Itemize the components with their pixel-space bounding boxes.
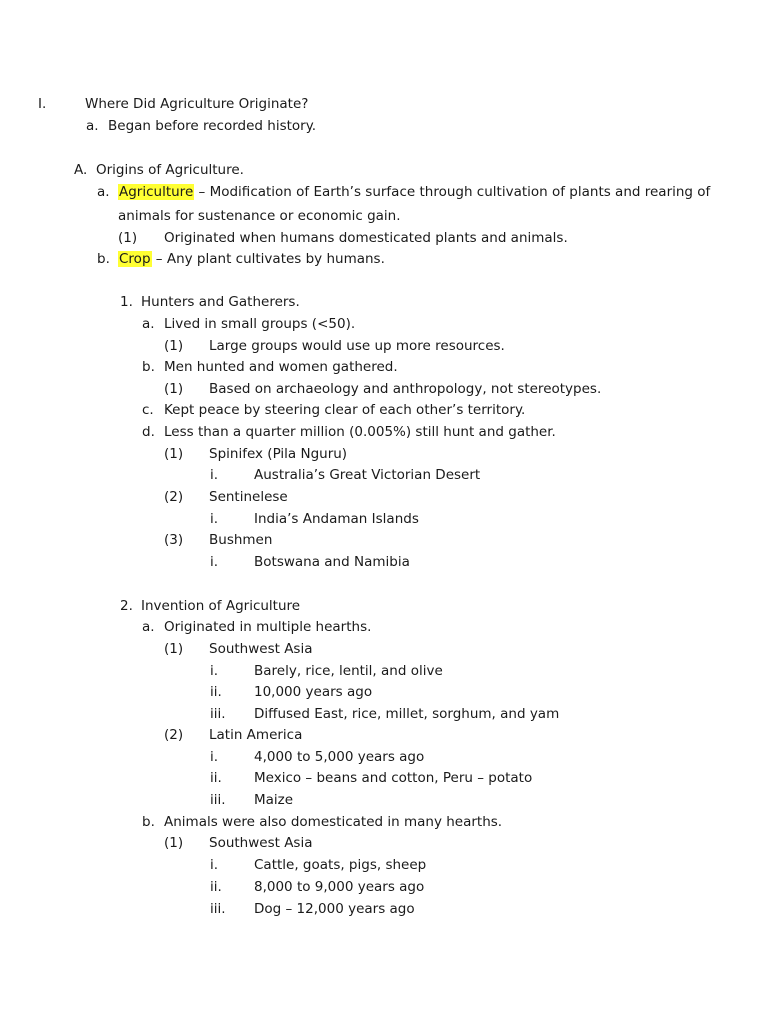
list-marker: (3) (164, 532, 184, 548)
section-note: Began before recorded history. (108, 118, 317, 134)
list-item: Lived in small groups (<50). (164, 316, 356, 332)
list-marker: i. (210, 467, 219, 483)
section-marker: I. (38, 96, 47, 112)
list-marker: (1) (164, 338, 184, 354)
list-marker: (1) (164, 446, 184, 462)
list-marker: i. (210, 511, 219, 527)
list-item: Cattle, goats, pigs, sheep (254, 857, 427, 873)
topic-title: Invention of Agriculture (141, 598, 301, 614)
list-item: Maize (254, 792, 294, 808)
list-marker: iii. (210, 792, 226, 808)
list-item: Kept peace by steering clear of each other’s territory. (164, 402, 526, 418)
list-item: Animals were also domesticated in many hearths. (164, 814, 503, 830)
list-marker: (2) (164, 727, 184, 743)
list-marker: (2) (164, 489, 184, 505)
definition-text: – Modification of Earth’s surface through cultivation of plants and rearing of (194, 184, 711, 200)
topic-title: Hunters and Gatherers. (141, 294, 300, 310)
list-item: 10,000 years ago (254, 684, 373, 700)
list-marker: b. (142, 359, 155, 375)
list-marker: ii. (210, 684, 222, 700)
list-marker: (1) (164, 381, 184, 397)
list-marker: i. (210, 749, 219, 765)
list-item: Less than a quarter million (0.005%) still hunt and gather. (164, 424, 556, 440)
topic-marker: 2. (120, 598, 133, 614)
topic-marker: 1. (120, 294, 133, 310)
list-marker: a. (142, 619, 155, 635)
list-item: Dog – 12,000 years ago (254, 901, 415, 917)
highlighted-term: Agriculture (119, 184, 194, 200)
subsection-title: Origins of Agriculture. (96, 162, 244, 178)
agriculture-definition (118, 183, 710, 201)
list-item: India’s Andaman Islands (254, 511, 419, 527)
list-marker: b. (142, 814, 155, 830)
list-marker: ii. (210, 770, 222, 786)
highlighted-term: Crop (119, 251, 151, 267)
list-item: Based on archaeology and anthropology, not stereotypes. (209, 381, 602, 397)
list-marker: b. (97, 251, 110, 267)
list-marker: (1) (164, 835, 184, 851)
section-note-marker: a. (86, 118, 99, 134)
list-item: Botswana and Namibia (254, 554, 410, 570)
list-item: 8,000 to 9,000 years ago (254, 879, 425, 895)
list-item: Spinifex (Pila Nguru) (209, 446, 348, 462)
list-item: Men hunted and women gathered. (164, 359, 398, 375)
list-item: Mexico – beans and cotton, Peru – potato (254, 770, 533, 786)
list-marker: (1) (164, 641, 184, 657)
list-item: Southwest Asia (209, 641, 313, 657)
list-marker: iii. (210, 901, 226, 917)
list-marker: i. (210, 857, 219, 873)
list-marker: a. (97, 184, 110, 200)
list-item: Southwest Asia (209, 835, 313, 851)
list-item: Barely, rice, lentil, and olive (254, 663, 443, 679)
list-item: Originated in multiple hearths. (164, 619, 372, 635)
crop-definition (118, 250, 385, 268)
list-marker: i. (210, 554, 219, 570)
list-marker: a. (142, 316, 155, 332)
definition-text: – Any plant cultivates by humans. (151, 251, 385, 267)
list-item: Originated when humans domesticated plants and animals. (164, 230, 568, 246)
list-marker: (1) (118, 230, 138, 246)
list-marker: d. (142, 424, 155, 440)
list-item: Latin America (209, 727, 303, 743)
section-title: Where Did Agriculture Originate? (85, 96, 309, 112)
list-item: Sentinelese (209, 489, 288, 505)
definition-continuation: animals for sustenance or economic gain. (118, 208, 401, 224)
list-marker: i. (210, 663, 219, 679)
list-marker: ii. (210, 879, 222, 895)
list-marker: iii. (210, 706, 226, 722)
subsection-marker: A. (74, 162, 88, 178)
list-item: Diffused East, rice, millet, sorghum, and yam (254, 706, 560, 722)
list-item: Bushmen (209, 532, 273, 548)
list-item: Large groups would use up more resources. (209, 338, 505, 354)
list-marker: c. (142, 402, 154, 418)
list-item: Australia’s Great Victorian Desert (254, 467, 481, 483)
list-item: 4,000 to 5,000 years ago (254, 749, 425, 765)
